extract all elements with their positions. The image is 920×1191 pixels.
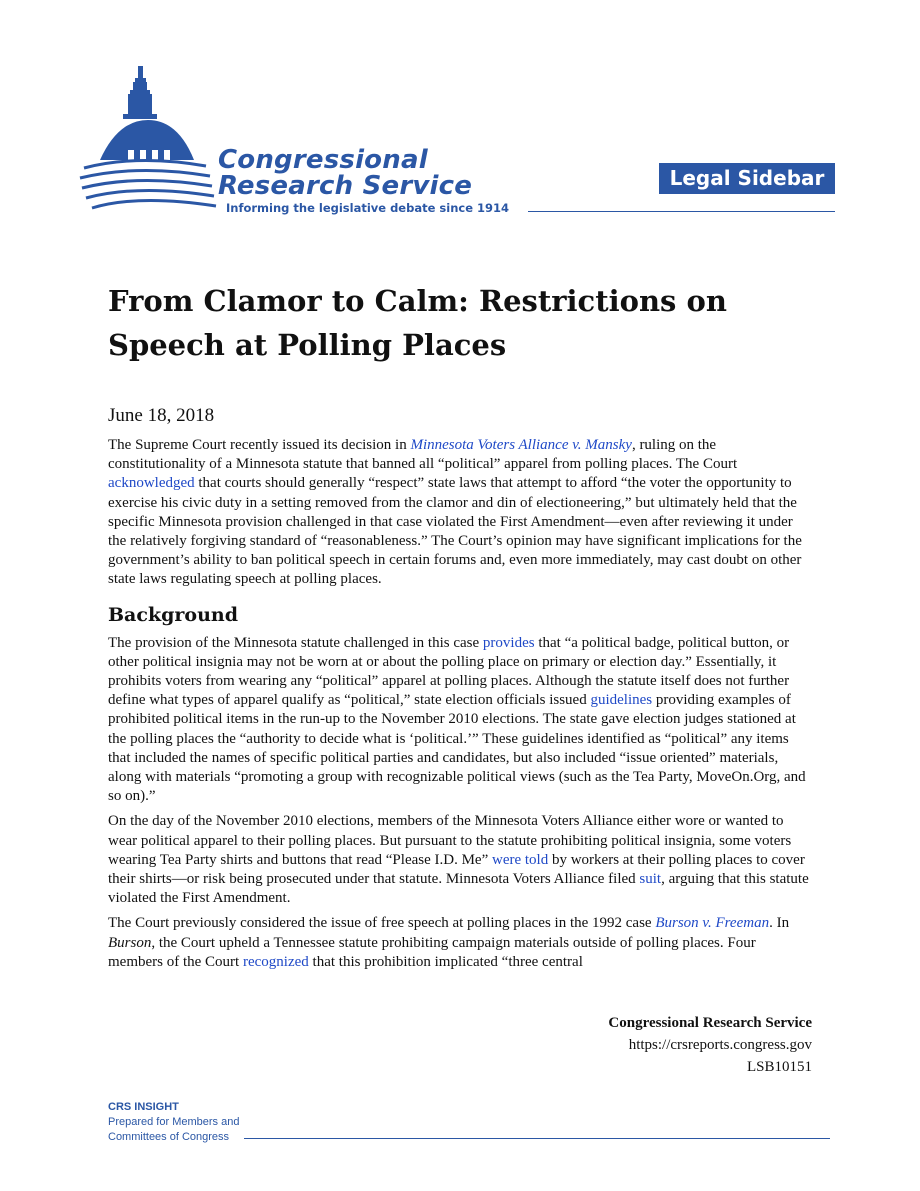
intro-paragraph [108,436,813,590]
text-run: that courts should generally “respect” state laws that attempt to afford “the voter the opportunity to exercise his civic duty in a setting removed from the clamor and din of electioneering,” but ultimately held that the specific Minnesota provision challenged in that case violated the First Amendment—even after reviewing it under the relatively forgiving standard of “reasonableness.” The Court’s opinion may have significant implications for the government’s ability to ban political speech in certain forums and, even more immediately, may cast doubt on other state laws regulating speech at polling places. [108,475,802,588]
case-name: Minnesota Voters Alliance v. Mansky [410,437,632,453]
prepared-line2: Committees of Congress [108,1131,230,1143]
text-run: by workers at their polling places to cover their shirts—or risk being prosecuted under that statute. Minnesota Voters Alliance filed [108,851,805,888]
background-paragraph-3 [108,914,813,972]
text-run: , arguing that this statute violated the First Amendment. [108,871,809,907]
case-link-mansky[interactable] [410,437,631,453]
link-provides[interactable]: provides [482,634,535,651]
crs-name-line2: Research Service [218,171,473,201]
text-run: , the Court upheld a Tennessee statute prohibiting campaign materials outside of polling places. Four members of the Court [108,934,756,970]
tagline-divider [528,211,835,212]
background-paragraph-2 [108,812,813,908]
text-run: that “a political badge, political button, or other political insignia may not be worn at or about the polling place on primary or election day.” Essentially, it prohibits voters from wearing any “political” apparel at polling places. Although the statute itself does not further define what types of apparel qualify as “political,” state election officials issued [108,634,790,709]
article-title: From Clamor to Calm: Restrictions on Speech at Polling Places [108,284,727,362]
crs-name-line1: Congressional [218,145,428,175]
text-run: . In [769,915,790,932]
link-acknowledged[interactable]: acknowledged [108,475,195,492]
footer-org: Congressional Research Service [608,1015,812,1031]
link-recognized[interactable]: recognized [242,953,309,970]
footer-divider [244,1138,830,1139]
text-run: The Court previously considered the issue of free speech at polling places in the 1992 case [108,915,656,932]
insight-label: CRS INSIGHT [108,1101,179,1113]
case-name: Burson v. Freeman [655,915,770,932]
background-heading: Background [108,603,238,626]
link-guidelines[interactable]: guidelines [590,692,653,709]
text-run: The provision of the Minnesota statute challenged in this case [108,634,483,651]
case-name: Burson [108,934,152,951]
legal-sidebar-badge: Legal Sidebar [659,163,835,194]
footer-url[interactable]: https://crsreports.congress.gov [628,1037,812,1053]
text-run: On the day of the November 2010 elections, members of the Minnesota Voters Alliance either wore or wanted to wear political apparel to their polling places. But pursuant to the statute prohibiting political insignia, some voters wearing Tea Party shirts and buttons that read “Please I.D. Me” [108,813,792,868]
case-link-burson[interactable] [655,915,769,931]
text-run: providing examples of prohibited political items in the run-up to the November 2010 elections. The state gave election judges stationed at the polling places the “authority to decide what is ‘political.’” These guidelines identified as “political” any items that included the names of specific political parties and candidates, but also included “issue oriented” materials, along with materials “promoting a group with recognizable political views (such as the Tea Party, MoveOn.Org, and so on).” [108,692,806,805]
crs-insight-block [108,1100,239,1145]
prepared-line1: Prepared for Members and [108,1116,240,1128]
footer-info [608,1012,812,1078]
article-body [108,436,813,978]
background-paragraph-1 [108,634,813,807]
capitol-dome-logo [78,64,218,216]
report-code: LSB10151 [746,1059,812,1075]
link-were-told[interactable]: were told [491,851,549,868]
text-run: that this prohibition implicated “three central [308,953,583,970]
text-run: , ruling on the constitutionality of a Minnesota statute that banned all “political” apparel from polling places. The Court [108,437,738,473]
link-suit[interactable]: suit [639,871,662,888]
text-run: The Supreme Court recently issued its decision in [108,437,411,453]
crs-tagline: Informing the legislative debate since 1914 [226,201,510,215]
publication-date: June 18, 2018 [108,405,215,426]
